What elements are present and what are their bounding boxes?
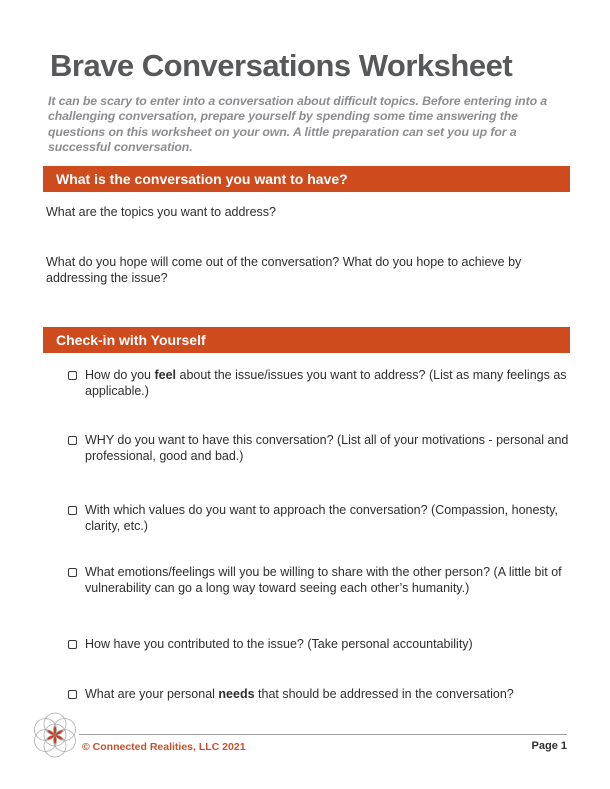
checkbox-icon[interactable] [68,371,77,380]
page-number: Page 1 [531,740,567,752]
checklist-item-text: What emotions/feelings will you be willing to share with the other person? (A little bit of vulnerability can go a long way toward seeing each other’s humanity.) [85,565,562,595]
footer-divider [79,734,567,735]
checklist-item [68,368,570,399]
checklist-item-text: How do you feel about the issue/issues you want to address? (List as many feelings as applicable.) [85,368,567,398]
section-header-checkin [43,327,570,353]
checklist-item-text: WHY do you want to have this conversation? (List all of your motivations - personal and professional, good and bad.) [85,433,569,463]
checklist-item [68,637,570,653]
checkbox-icon[interactable] [68,640,77,649]
question-hopes: What do you hope will come out of the conversation? What do you hope to achieve by addressing the issue? [46,255,522,285]
page-title: Brave Conversations Worksheet [50,48,513,83]
checkbox-icon[interactable] [68,436,77,445]
checkbox-icon[interactable] [68,506,77,515]
intro-paragraph: It can be scary to enter into a conversation about difficult topics. Before entering into a challenging conversation, prepare yourself by spending some time answering the questions on this worksheet on your own. A little preparation can set you up for a successful conversation. [48,94,548,154]
question-topics: What are the topics you want to address? [46,205,276,219]
section-header-conversation [43,166,570,192]
section-header-label: Check-in with Yourself [56,332,206,348]
copyright-text: © Connected Realities, LLC 2021 [82,741,246,753]
checklist-item [68,565,570,596]
checkbox-icon[interactable] [68,690,77,699]
company-logo-seed-of-life-icon [32,709,78,763]
checklist-item-text: How have you contributed to the issue? (Take personal accountability) [85,637,473,651]
checklist-item-text: With which values do you want to approach the conversation? (Compassion, honesty, clarity, etc.) [85,503,558,533]
section-header-label: What is the conversation you want to have? [56,171,348,187]
checklist-item [68,687,570,703]
checklist-item [68,503,570,534]
checkbox-icon[interactable] [68,568,77,577]
checklist-item-text: What are your personal needs that should be addressed in the conversation? [85,687,514,701]
checklist-item [68,433,570,464]
